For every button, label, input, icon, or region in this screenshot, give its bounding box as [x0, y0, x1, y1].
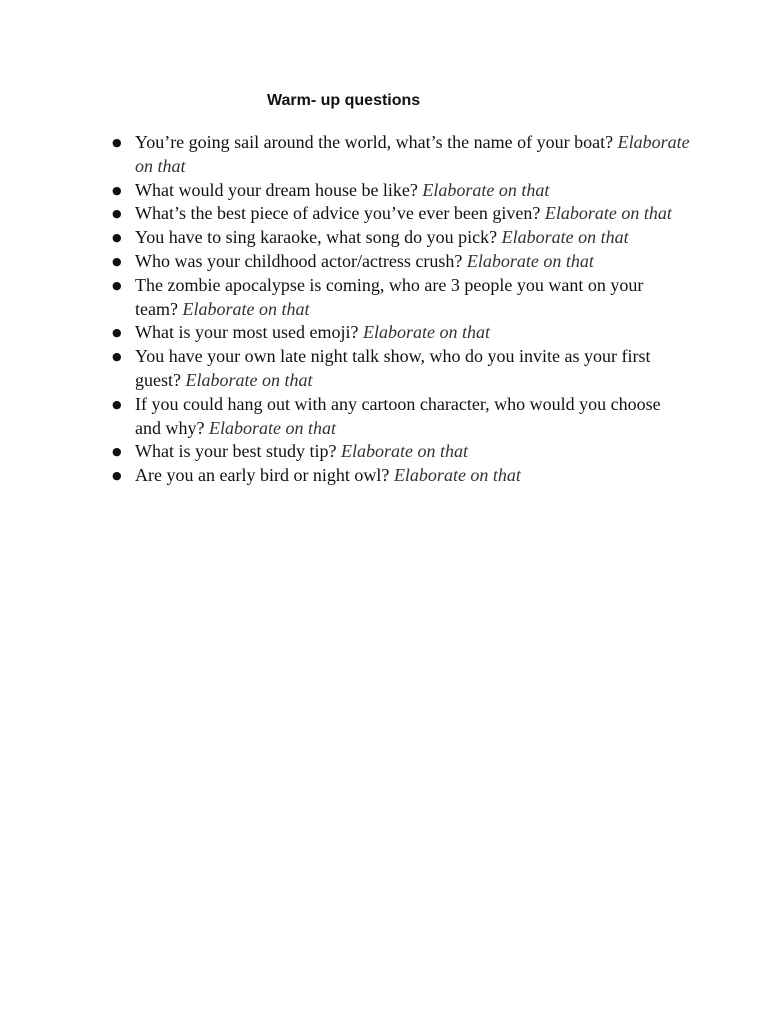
- question-text: What’s the best piece of advice you’ve ever been given?: [135, 203, 541, 224]
- elaborate-text: Elaborate on that: [208, 417, 336, 438]
- bullet-icon: ●: [112, 231, 122, 245]
- page-title: Warm- up questions: [267, 92, 421, 109]
- bullet-icon: ●: [112, 350, 122, 364]
- bullet-icon: ●: [112, 326, 122, 340]
- list-item: [110, 345, 690, 393]
- list-item: [110, 440, 690, 464]
- question-list: [110, 131, 690, 488]
- question-text: Are you an early bird or night owl?: [135, 465, 390, 486]
- question-text: You have to sing karaoke, what song do you pick?: [135, 227, 498, 248]
- elaborate-text: Elaborate on that: [501, 227, 629, 248]
- bullet-icon: ●: [112, 183, 122, 197]
- elaborate-text: Elaborate on that: [544, 203, 672, 224]
- list-item: [110, 464, 690, 488]
- elaborate-text: Elaborate on that: [362, 322, 490, 343]
- bullet-icon: ●: [112, 445, 122, 459]
- elaborate-text: Elaborate on that: [422, 179, 550, 200]
- question-text: Who was your childhood actor/actress crush?: [135, 250, 463, 271]
- list-item: [110, 393, 690, 441]
- bullet-icon: ●: [112, 207, 122, 221]
- list-item: [110, 226, 690, 250]
- elaborate-text: Elaborate on that: [135, 132, 690, 176]
- bullet-icon: ●: [112, 254, 122, 268]
- elaborate-text: Elaborate on that: [340, 441, 468, 462]
- bullet-icon: ●: [112, 397, 122, 411]
- elaborate-text: Elaborate on that: [185, 369, 313, 390]
- list-item: [110, 179, 690, 203]
- elaborate-text: Elaborate on that: [466, 250, 594, 271]
- bullet-icon: ●: [112, 278, 122, 292]
- list-item: [110, 202, 690, 226]
- elaborate-text: Elaborate on that: [393, 465, 521, 486]
- elaborate-text: Elaborate on that: [182, 298, 310, 319]
- question-text: The zombie apocalypse is coming, who are 3 people you want on your team?: [135, 274, 644, 319]
- question-text: What is your most used emoji?: [135, 322, 359, 343]
- question-text: What is your best study tip?: [135, 441, 337, 462]
- list-item: [110, 321, 690, 345]
- bullet-icon: ●: [112, 469, 122, 483]
- bullet-icon: ●: [112, 136, 122, 149]
- question-text: You’re going sail around the world, what’s the name of your boat?: [135, 132, 614, 152]
- question-text: You have your own late night talk show, who do you invite as your first guest?: [135, 346, 651, 390]
- list-item: [110, 250, 690, 274]
- question-text: What would your dream house be like?: [135, 179, 418, 200]
- list-item: [110, 274, 690, 322]
- list-item: [110, 131, 690, 179]
- question-text: If you could hang out with any cartoon character, who would you choose and why?: [135, 393, 661, 438]
